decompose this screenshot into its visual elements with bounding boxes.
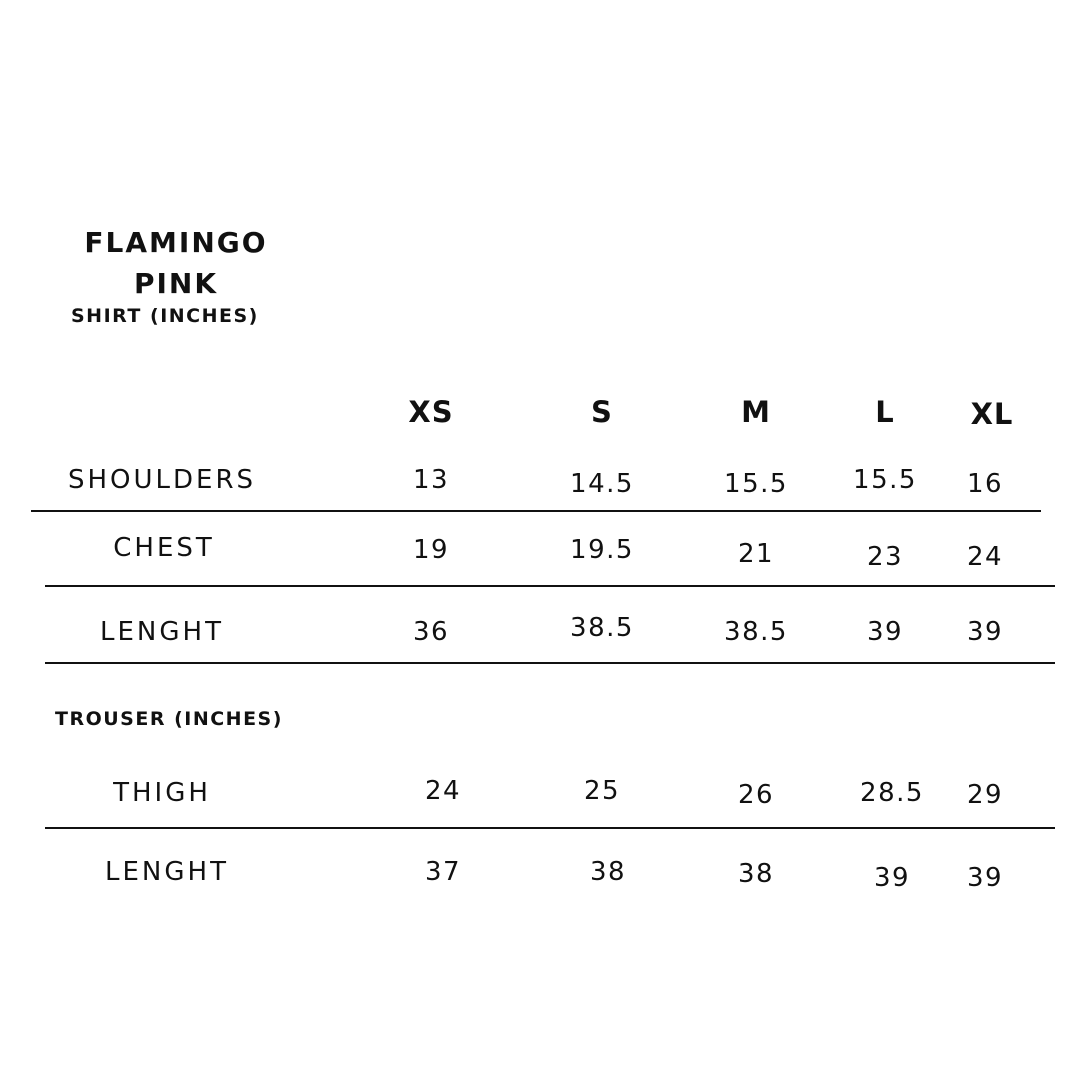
size-header-xl: XL: [970, 397, 1014, 431]
row-label-shirt-length: LENGHT: [100, 617, 224, 647]
row-label-thigh: THIGH: [113, 778, 211, 808]
thigh-s-value: 25: [583, 776, 621, 806]
size-header-m: M: [741, 395, 771, 429]
shirt-length-l-value: 39: [866, 617, 904, 647]
trouser-length-xl-value: 39: [966, 863, 1004, 893]
product-title-line-1: FLAMINGO: [84, 226, 268, 259]
chest-s-value: 19.5: [570, 535, 634, 565]
thigh-xs-value: 24: [424, 776, 462, 806]
row-divider: [45, 585, 1055, 587]
shoulders-xs-value: 13: [412, 465, 450, 495]
size-header-s: S: [591, 395, 613, 429]
chest-xs-value: 19: [412, 535, 450, 565]
shirt-length-s-value: 38.5: [570, 613, 634, 643]
row-label-trouser-length: LENGHT: [105, 857, 229, 887]
shirt-section-label: SHIRT (INCHES): [71, 305, 259, 327]
trouser-length-s-value: 38: [589, 857, 627, 887]
row-divider: [45, 662, 1055, 664]
trouser-length-xs-value: 37: [424, 857, 462, 887]
trouser-length-m-value: 38: [737, 859, 775, 889]
shirt-length-m-value: 38.5: [724, 617, 788, 647]
shirt-length-xl-value: 39: [966, 617, 1004, 647]
shirt-length-xs-value: 36: [412, 617, 450, 647]
thigh-xl-value: 29: [966, 780, 1004, 810]
row-divider: [45, 827, 1055, 829]
size-header-l: L: [875, 395, 895, 429]
size-header-xs: XS: [408, 395, 454, 429]
thigh-l-value: 28.5: [860, 778, 924, 808]
shoulders-s-value: 14.5: [570, 469, 634, 499]
trouser-length-l-value: 39: [873, 863, 911, 893]
chest-xl-value: 24: [966, 542, 1004, 572]
trouser-section-label: TROUSER (INCHES): [55, 708, 283, 730]
chest-l-value: 23: [866, 542, 904, 572]
shoulders-m-value: 15.5: [724, 469, 788, 499]
chest-m-value: 21: [737, 539, 775, 569]
row-divider: [31, 510, 1041, 512]
product-title-line-2: PINK: [133, 267, 219, 300]
shoulders-l-value: 15.5: [853, 465, 917, 495]
shoulders-xl-value: 16: [966, 469, 1004, 499]
row-label-shoulders: SHOULDERS: [67, 465, 257, 495]
row-label-chest: CHEST: [113, 533, 215, 563]
thigh-m-value: 26: [737, 780, 775, 810]
